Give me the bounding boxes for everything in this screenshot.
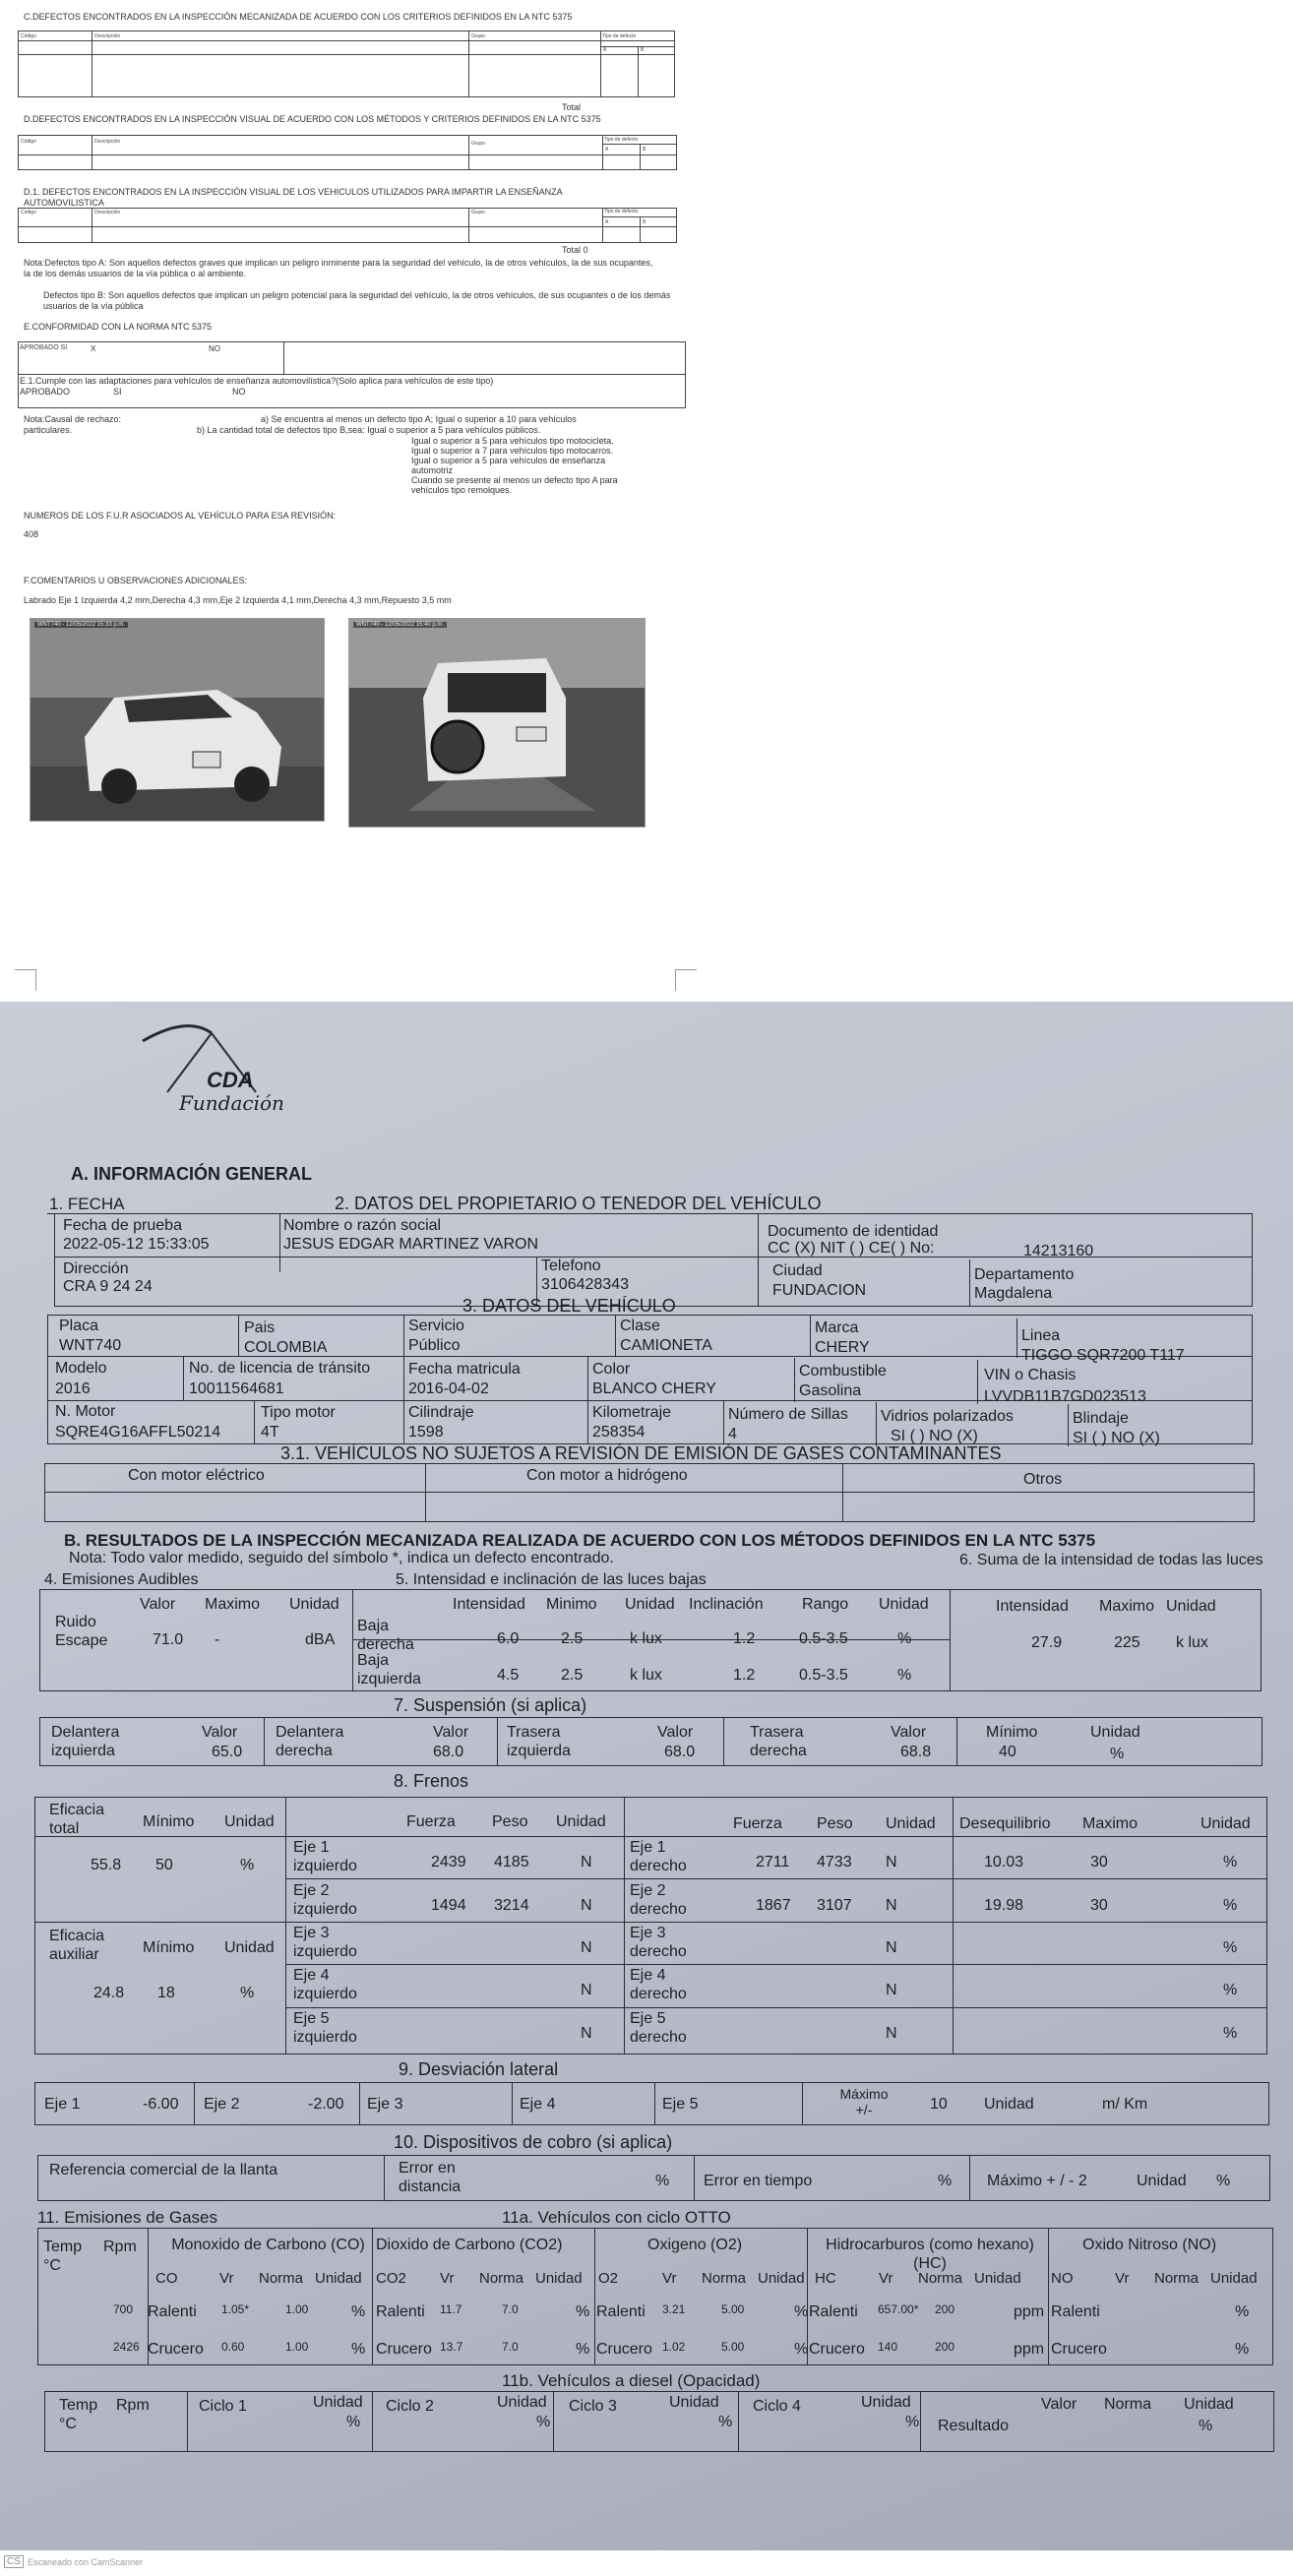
gas-o2-unit: % — [794, 2341, 809, 2358]
gas-sub-norma: Norma — [1154, 2270, 1200, 2287]
brand-value: CHERY — [815, 1339, 870, 1356]
gas-o2-value: 3.21 — [662, 2302, 686, 2316]
class-value: CAMIONETA — [620, 1337, 712, 1354]
susp-front-right: 68.0 — [433, 1744, 464, 1760]
brake-imbalance-unit: % — [1223, 1854, 1238, 1871]
gas-sub-o2: O2 — [598, 2270, 619, 2287]
brake-imbalance-unit: % — [1223, 1982, 1238, 1998]
doc-number: 14213160 — [1023, 1243, 1094, 1259]
logo-text: CDA — [207, 1068, 254, 1092]
gas-co2-value: 11.7 — [440, 2302, 462, 2316]
gas-mode-o2: Ralenti — [596, 2303, 646, 2320]
brake-right-label: Eje 4 derecho — [630, 1967, 687, 2002]
section-b-note: Nota: Todo valor medido, seguido del símbolo *, indica un defecto encontrado. — [69, 1550, 614, 1566]
gas-co-value: 0.60 — [221, 2340, 245, 2354]
rejection-label: Nota:Causal de rechazo: particulares. — [24, 414, 122, 435]
gas-sub-vr: Vr — [1115, 2270, 1130, 2287]
gas-co-norm: 1.00 — [285, 2302, 309, 2316]
brake-right-weight: 3107 — [817, 1897, 852, 1914]
gas-mode-co: Crucero — [148, 2341, 204, 2358]
approved-mark: X — [91, 344, 96, 353]
brake-right-unit: N — [886, 1854, 897, 1871]
gas-sub-co2: CO2 — [376, 2270, 406, 2287]
gas-o2-norm: 5.00 — [721, 2340, 745, 2354]
brake-left-force: 2439 — [431, 1854, 466, 1871]
gas-sub-no: NO — [1051, 2270, 1074, 2287]
brake-left-label: Eje 1 izquierdo — [293, 1839, 357, 1874]
brake-right-label: Eje 2 derecho — [630, 1882, 687, 1918]
vehicle-front-photo — [30, 618, 325, 822]
department-value: Magdalena — [974, 1285, 1053, 1302]
city-value: FUNDACION — [772, 1282, 867, 1299]
gas-sub-unidad: Unidad — [535, 2270, 583, 2287]
vin-value: LVVDB11B7GD023513 — [984, 1388, 1146, 1405]
section-b-title: B. RESULTADOS DE LA INSPECCIÓN MECANIZADA REALIZADA DE ACUERDO CON LOS MÉTODOS DEFINIDOS EN LA NTC 5375 — [64, 1531, 1096, 1550]
gas-co2-norm: 7.0 — [502, 2302, 519, 2316]
susp-front-left: 65.0 — [212, 1744, 243, 1760]
section-d-title: D.DEFECTOS ENCONTRADOS EN LA INSPECCIÓN VISUAL DE ACUERDO CON LOS MÉTODOS Y CRITERIOS DEFINIDOS EN LA NTC 5375 — [24, 114, 601, 124]
fur-label: NUMEROS DE LOS F.U.R ASOCIADOS AL VEHÍCULO PARA ESA REVISIÓN: — [24, 511, 337, 521]
comments-value: Labrado Eje 1 Izquierda 4,2 mm,Derecha 4,3 mm,Eje 2 Izquierda 4,1 mm,Derecha 4,3 mm,Repuesto 3,5 mm — [24, 595, 452, 605]
gas-hc-norm: 200 — [935, 2302, 955, 2316]
gas-no-unit: % — [1235, 2303, 1250, 2320]
color-value: BLANCO CHERY — [592, 1380, 716, 1397]
brake-left-force: 1494 — [431, 1897, 466, 1914]
footer-text: Escaneado con CamScanner — [28, 2557, 144, 2567]
license-value: 10011564681 — [189, 1380, 284, 1397]
gas-hc-value: 657.00* — [878, 2302, 919, 2316]
section-d1-title: D.1. DEFECTOS ENCONTRADOS EN LA INSPECCIÓN VISUAL DE LOS VEHICULOS UTILIZADOS PARA IMPARTIR LA ENSEÑANZA AUTOMOVILISTICA — [24, 187, 563, 208]
gas-co-unit: % — [351, 2341, 366, 2358]
photo-front-stamp: WNT740 - 12/05/2022 15:33 p.m. — [34, 622, 128, 628]
gas-co-norm: 1.00 — [285, 2340, 309, 2354]
deviation-axle-1: -6.00 — [143, 2096, 179, 2113]
seats-value: 4 — [728, 1426, 737, 1442]
brake-left-label: Eje 5 izquierdo — [293, 2010, 357, 2046]
gas-mode-no: Crucero — [1051, 2341, 1107, 2358]
gas-sub-vr: Vr — [440, 2270, 455, 2287]
gas-sub-norma: Norma — [918, 2270, 963, 2287]
report-page: C.DEFECTOS ENCONTRADOS EN LA INSPECCIÓN MECANIZADA DE ACUERDO CON LOS CRITERIOS DEFINIDOS EN LA NTC 5375 Código Descripción Grupo Tipo de defecto A B Total D.DEFECTOS ENCONTRADOS EN LA INSPECCIÓN VISUAL DE ACUERDO CON LOS MÉTODOS Y CRITERIOS DEFINIDOS EN LA NTC 5375 Código Descripción Grupo Tipo de defecto A B D.1. DEFECTOS ENCONTRADOS EN LA INSPECCIÓN VISUAL DE LOS VEHICULOS UTILIZADOS PARA IMPARTIR LA ENSEÑANZA AUTOMOVILISTICA Código Descripción Grupo Tipo de defecto A B Total 0 Nota:Defectos tipo A: Son aquellos defectos graves que implican un peligro inminente para la seguridad del vehículo, la de otros vehículos, la de sus ocupantes, la de los demás usuarios de la vía pública o al ambiente. Defectos tipo B: Son aquellos defectos que implican un peligro potencial para la seguridad del vehículo, la de otros vehículos, de sus ocupantes o de los demás usuarios de la vía pública E.CONFORMIDAD CON LA NORMA NTC 5375 APROBADO SI X NO E.1.Cumple con las adaptaciones para vehículos de enseñanza automovilística?(Solo aplica para vehículos de este tipo) APROBADO SI NO Nota:Causal de rechazo: particulares. a) Se encuentra al menos un defecto tipo A; Igual o superior a 10 para vehículos b) La cantidad total de defectos tipo B,sea: Igual o superior a 5 para vehículos públicos. Igual o superior a 5 para vehículos tipo motocicleta. Igual o superior a 7 para vehículos tipo motocarros. Igual o superior a 5 para vehículos de enseñanza automotriz Cuando se presente al menos un defecto tipo A para vehículos tipo remolques. NUMEROS DE LOS F.U.R ASOCIADOS AL VEHÍCULO PARA ESA REVISIÓN: 408 F.COMENTARIOS U OBSERVACIONES ADICIONALES: Labrado Eje 1 Izquierda 4,2 mm,Derecha 4,3 mm,Eje 2 Izquierda 4,1 mm,Derecha 4,3 mm,Repuesto 3,5 mm WNT740 - 12/05/2022 15:33 p.m. WNT740 - 12/05/2022 15:40 p.m. — [0, 0, 1293, 1002]
brake-imbalance-unit: % — [1223, 2025, 1238, 2042]
section-e-title: E.CONFORMIDAD CON LA NORMA NTC 5375 — [24, 322, 213, 332]
brake-right-label: Eje 3 derecho — [630, 1925, 687, 1960]
gas-no-unit: % — [1235, 2341, 1250, 2358]
gas-hc-value: 140 — [878, 2340, 898, 2354]
brake-max: 30 — [1090, 1897, 1108, 1914]
brake-right-unit: N — [886, 2025, 897, 2042]
armor-value: SI ( ) NO (X) — [1073, 1430, 1160, 1446]
model-value: 2016 — [55, 1380, 91, 1397]
lights-sum-value: 27.9 — [1031, 1634, 1063, 1651]
cda-logo — [138, 1023, 284, 1115]
gas-rpm: 700 — [113, 2302, 134, 2316]
gas-o2-value: 1.02 — [662, 2340, 686, 2354]
phone-value: 3106428343 — [541, 1276, 629, 1293]
gas-sub-vr: Vr — [879, 2270, 893, 2287]
line-value: TIGGO SQR7200 T117 — [1021, 1347, 1185, 1364]
brake-left-weight: 3214 — [494, 1897, 529, 1914]
gas-sub-vr: Vr — [662, 2270, 677, 2287]
country-value: COLOMBIA — [244, 1339, 328, 1356]
gas-co-value: 1.05* — [221, 2302, 250, 2316]
vehicle-header: 3. DATOS DEL VEHÍCULO — [462, 1296, 676, 1316]
deviation-axle-2: -2.00 — [308, 2096, 344, 2113]
gas-hc-norm: 200 — [935, 2340, 955, 2354]
brake-left-label: Eje 2 izquierdo — [293, 1882, 357, 1918]
brake-left-unit: N — [581, 1897, 592, 1914]
brake-right-label: Eje 5 derecho — [630, 2010, 687, 2046]
fecha-value: 2022-05-12 15:33:05 — [63, 1236, 210, 1253]
gas-mode-hc: Crucero — [809, 2341, 865, 2358]
section-c-total: Total — [562, 102, 582, 112]
light-left-intensity: 4.5 — [497, 1667, 520, 1684]
note-type-b: Defectos tipo B: Son aquellos defectos que implican un peligro potencial para la seguridad del vehículo, la de otros vehículos, de sus ocupantes o de los demás usuarios de la vía pública — [43, 290, 671, 311]
susp-rear-left: 68.0 — [664, 1744, 696, 1760]
gas-mode-hc: Ralenti — [809, 2303, 858, 2320]
gas-mode-co2: Ralenti — [376, 2303, 425, 2320]
section-c-title: C.DEFECTOS ENCONTRADOS EN LA INSPECCIÓN MECANIZADA DE ACUERDO CON LOS CRITERIOS DEFINIDOS EN LA NTC 5375 — [24, 12, 573, 22]
owner-header: 2. DATOS DEL PROPIETARIO O TENEDOR DEL VEHÍCULO — [335, 1194, 822, 1213]
gas-o2-norm: 5.00 — [721, 2302, 745, 2316]
comments-label: F.COMENTARIOS U OBSERVACIONES ADICIONALES: — [24, 576, 248, 585]
logo-subtext: Fundación — [179, 1091, 284, 1115]
noise-value: 71.0 — [153, 1631, 184, 1648]
engine-type: 4T — [261, 1424, 279, 1441]
brake-aux-efficiency: 24.8 — [93, 1985, 125, 2001]
brake-right-force: 2711 — [756, 1854, 790, 1871]
gas-mode-co2: Crucero — [376, 2341, 432, 2358]
mileage-value: 258354 — [592, 1424, 646, 1441]
registration-date: 2016-04-02 — [408, 1380, 489, 1397]
inspection-form: CDA Fundación A. INFORMACIÓN GENERAL 1. FECHA 2. DATOS DEL PROPIETARIO O TENEDOR DEL VEHÍCULO Fecha de prueba 2022-05-12 15:33:05 Nombre o razón social JESUS EDGAR MARTINEZ VARON Documento de identidad CC (X) NIT ( ) CE( ) No: 14213160 Dirección CRA 9 24 24 Telefono 3106428343 Ciudad FUNDACION Departamento Magdalena 3. DATOS DEL VEHÍCULO Placa WNT740 Pais COLOMBIA Servicio Público Clase CAMIONETA Marca CHERY Linea TIGGO SQR7200 T117 Modelo 2016 No. de licencia de tránsito 10011564681 Fecha matricula 2016-04-02 Color BLANCO CHERY Combustible Gasolina VIN o Chasis LVVDB11B7GD023513 N. Motor SQRE4G16AFFL50214 Tipo motor 4T Cilindraje 1598 Kilometraje 258354 Número de Sillas 4 Vidrios polarizados SI ( ) NO (X) Blindaje SI ( ) NO (X) 3.1. VEHÍCULOS NO SUJETOS A REVISIÓN DE EMISIÓN DE GASES CONTAMINANTES Con motor eléctrico Con motor a hidrógeno Otros B. RESULTADOS DE LA INSPECCIÓN MECANIZADA REALIZADA DE ACUERDO CON LOS MÉTODOS DEFINIDOS EN LA NTC 5375 Nota: Todo valor medido, seguido del símbolo *, indica un defecto encontrado. 6. Suma de la intensidad de todas las luces 4. Emisiones Audibles 5. Intensidad e inclinación de las luces bajas Valor Maximo Unidad Ruido Escape 71.0 - dBA Intensidad Minimo Unidad Inclinación Rango Unidad Baja derecha 6.0 2.5 k lux 1.2 0.5-3.5 % Baja izquierda 4.5 2.5 k lux 1.2 0.5-3.5 % Intensidad Maximo Unidad 27.9 225 k lux 7. Suspensión (si aplica) Delantera izquierda Valor 65.0 Delantera derecha Valor 68.0 Trasera izquierda Valor 68.0 Trasera derecha Valor 68.8 Mínimo 40 Unidad % 8. Frenos Eficacia total Mínimo Unidad Fuerza Peso Unidad Fuerza Peso Unidad Desequilibrio Maximo Unidad 55.8 50 % Eficacia auxiliar Mínimo Unidad 24.8 18 % Eje 1 izquierdo 2439 4185 N Eje 1 derecho 2711 4733 N 10.03 30 % Eje 2 izquierdo 1494 3214 N Eje 2 derecho 1867 3107 N 19.98 30 % Eje 3 izquierdo N Eje 3 derecho N % Eje 4 izquierdo N Eje 4 derecho N % Eje 5 izquierdo N Eje 5 derecho N % 9. Desviación lateral Eje 1 -6.00 Eje 2 -2.00 Eje 3 Eje 4 Eje 5 Máximo +/- 10 Unidad m/ Km 10. Dispositivos de cobro (si aplica) Referencia comercial de la llanta Error en distancia % Error en tiempo % Máximo + / - 2 Unidad % 11. Emisiones de Gases 11a. Vehículos con ciclo OTTO Temp °C Rpm Monoxido de Carbono (CO) Dioxido de Carbono (CO2) Oxigeno (O2) Hidrocarburos (como hexano) (HC) Oxido Nitroso (NO) CO Vr Norma Unidad CO2 Vr Norma Unidad O2 Vr Norma Unidad HC Vr Norma Unidad NO Vr Norma Unidad 700 Ralenti 1.05* 1.00 % Ralenti 11.7 7.0 % Ralenti 3.21 5.00 % Ralenti 657.00* 200 ppm Ralenti % 2426 Crucero 0.60 1.00 % Crucero 13.7 7.0 % Crucero 1.02 5.00 % Crucero 140 200 ppm Crucero % 11b. Vehículos a diesel (Opacidad) Temp °C Rpm Ciclo 1 Unidad % Ciclo 2 Unidad % Ciclo 3 Unidad % Ciclo 4 Unidad % Valor Norma Unidad Resultado % — [0, 1002, 1293, 2576]
brake-left-unit: N — [581, 2025, 592, 2042]
note-type-a: Nota:Defectos tipo A: Son aquellos defectos graves que implican un peligro inminente para la seguridad del vehículo, la de otros vehículos, la de sus ocupantes, la de los demás usuarios de la vía pública o al ambiente. — [24, 258, 653, 278]
susp-rear-right: 68.8 — [900, 1744, 932, 1760]
gas-co2-value: 13.7 — [440, 2340, 463, 2354]
brake-imbalance: 10.03 — [984, 1854, 1024, 1871]
brake-imbalance-unit: % — [1223, 1897, 1238, 1914]
gas-co-unit: % — [351, 2303, 366, 2320]
brake-left-unit: N — [581, 1982, 592, 1998]
owner-name: JESUS EDGAR MARTINEZ VARON — [283, 1236, 538, 1253]
brake-right-weight: 4733 — [817, 1854, 852, 1871]
brake-max: 30 — [1090, 1854, 1108, 1871]
gas-sub-norma: Norma — [259, 2270, 304, 2287]
rejection-list: Igual o superior a 5 para vehículos tipo motocicleta. Igual o superior a 7 para vehículos tipo motocarros. Igual o superior a 5 para vehículos de enseñanza automotriz Cuando se presente al menos un defecto tipo A para vehículos tipo remolques. — [411, 436, 618, 495]
gas-mode-co: Ralenti — [148, 2303, 197, 2320]
gas-co2-norm: 7.0 — [502, 2340, 519, 2354]
section-a-title: A. INFORMACIÓN GENERAL — [71, 1164, 312, 1184]
engine-number: SQRE4G16AFFL50214 — [55, 1424, 221, 1441]
gas-sub-unidad: Unidad — [974, 2270, 1021, 2287]
gas-sub-co: CO — [155, 2270, 178, 2287]
brake-total-efficiency: 55.8 — [91, 1857, 122, 1873]
gas-sub-unidad: Unidad — [758, 2270, 805, 2287]
gas-mode-o2: Crucero — [596, 2341, 652, 2358]
brake-right-label: Eje 1 derecho — [630, 1839, 687, 1874]
gas-sub-norma: Norma — [479, 2270, 524, 2287]
plate-value: WNT740 — [59, 1337, 122, 1354]
brake-imbalance: 19.98 — [984, 1897, 1024, 1914]
gas-mode-no: Ralenti — [1051, 2303, 1100, 2320]
brake-left-weight: 4185 — [494, 1854, 529, 1871]
gas-sub-unidad: Unidad — [1210, 2270, 1258, 2287]
light-right-intensity: 6.0 — [497, 1630, 520, 1647]
fuel-value: Gasolina — [799, 1382, 862, 1399]
gas-co2-unit: % — [576, 2303, 590, 2320]
gas-hc-unit: ppm — [1014, 2303, 1045, 2320]
camscanner-footer — [0, 2550, 1293, 2576]
gas-sub-vr: Vr — [219, 2270, 234, 2287]
brake-left-unit: N — [581, 1854, 592, 1871]
address-value: CRA 9 24 24 — [63, 1278, 153, 1295]
brake-right-unit: N — [886, 1939, 897, 1956]
section-e-table — [18, 341, 686, 408]
gas-co2-unit: % — [576, 2341, 590, 2358]
service-value: Público — [408, 1337, 461, 1354]
brake-left-label: Eje 4 izquierdo — [293, 1967, 357, 2002]
gas-rpm: 2426 — [113, 2340, 140, 2354]
gas-sub-unidad: Unidad — [315, 2270, 362, 2287]
section-31-title: 3.1. VEHÍCULOS NO SUJETOS A REVISIÓN DE EMISIÓN DE GASES CONTAMINANTES — [280, 1443, 1002, 1463]
brake-left-label: Eje 3 izquierdo — [293, 1925, 357, 1960]
tinted-glass-value: SI ( ) NO (X) — [891, 1428, 978, 1444]
brake-right-force: 1867 — [756, 1897, 791, 1914]
gas-sub-hc: HC — [815, 2270, 836, 2287]
gas-o2-unit: % — [794, 2303, 809, 2320]
section-d1-total: Total 0 — [562, 245, 588, 255]
camscanner-logo-icon: CS — [4, 2555, 24, 2568]
brake-right-unit: N — [886, 1982, 897, 1998]
displacement-value: 1598 — [408, 1424, 444, 1441]
fur-value: 408 — [24, 529, 39, 539]
vehicle-rear-photo — [348, 618, 646, 828]
brake-right-unit: N — [886, 1897, 897, 1914]
gas-hc-unit: ppm — [1014, 2341, 1045, 2358]
brake-left-unit: N — [581, 1939, 592, 1956]
e1-question: E.1.Cumple con las adaptaciones para vehículos de enseñanza automovilística?(Solo aplica para vehículos de este tipo) — [20, 376, 494, 386]
gas-sub-norma: Norma — [702, 2270, 747, 2287]
brake-imbalance-unit: % — [1223, 1939, 1238, 1956]
photo-rear-stamp: WNT740 - 12/05/2022 15:40 p.m. — [353, 622, 447, 628]
